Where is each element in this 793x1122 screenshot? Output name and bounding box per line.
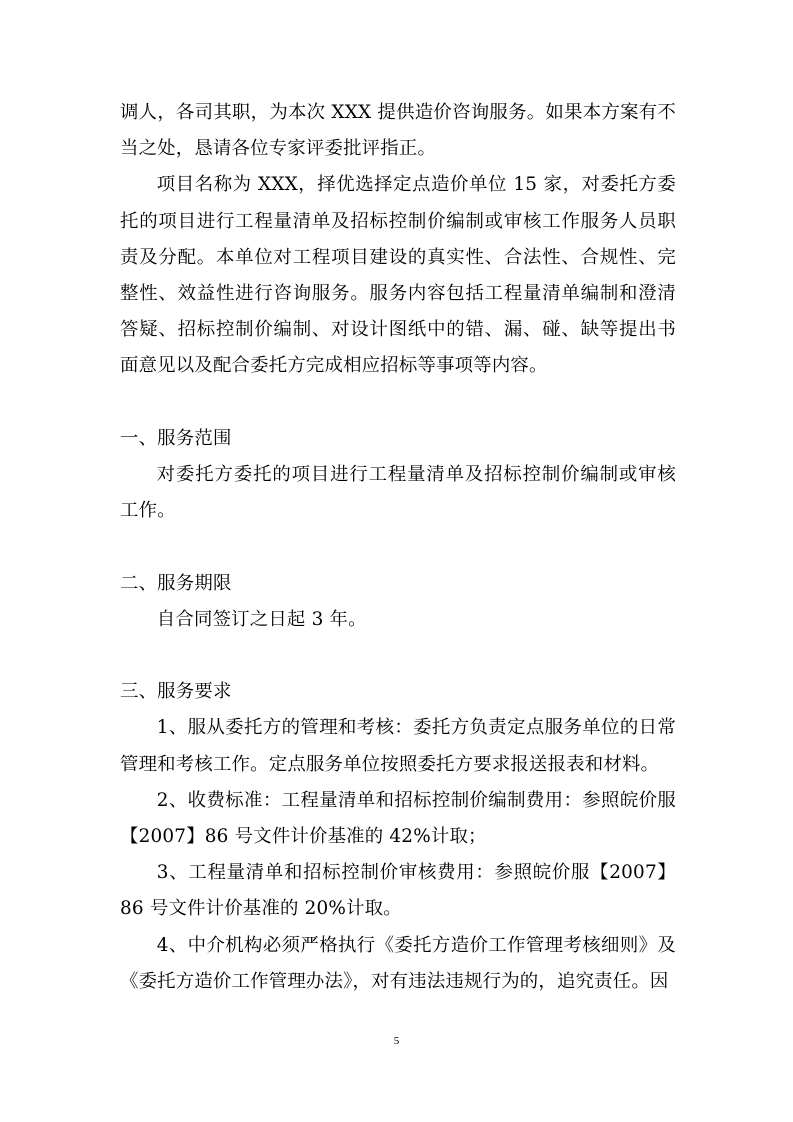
section-heading-service-period: 二、服务期限 bbox=[120, 572, 232, 594]
section-heading-service-scope: 一、服务范围 bbox=[120, 427, 232, 449]
requirement-item-fee-standard: 2、收费标准：工程量清单和招标控制价编制费用：参照皖价服【2007】86 号文件计价基准的 42%计取； bbox=[120, 789, 676, 848]
page-number: 5 bbox=[393, 1035, 400, 1047]
paragraph-project-overview: 项目名称为 XXX，择优选择定点造价单位 15 家，对委托方委托的项目进行工程量清单及招标控制价编制或审核工作服务人员职责及分配。本单位对工程项目建设的真实性、合法性、合规性、完整性、效益性进行咨询服务。服务内容包括工程量清单编制和澄清答疑、招标控制价编制、对设计图纸中的错、漏、碰、缺等提出书面意见以及配合委托方完成相应招标等事项等内容。 bbox=[120, 174, 676, 377]
requirement-item-management: 1、服从委托方的管理和考核：委托方负责定点服务单位的日常管理和考核工作。定点服务单位按照委托方要求报送报表和材料。 bbox=[120, 717, 676, 775]
paragraph-service-period: 自合同签订之日起 3 年。 bbox=[156, 608, 367, 630]
requirement-item-review-fee: 3、工程量清单和招标控制价审核费用：参照皖价服【2007】86 号文件计价基准的 20%计取。 bbox=[120, 862, 676, 920]
document-body bbox=[120, 95, 676, 1000]
section-heading-service-requirements: 三、服务要求 bbox=[120, 681, 232, 703]
paragraph-service-scope: 对委托方委托的项目进行工程量清单及招标控制价编制或审核工作。 bbox=[120, 464, 676, 522]
section-spacer bbox=[120, 529, 676, 565]
section-spacer bbox=[120, 638, 676, 674]
section-spacer bbox=[120, 385, 676, 421]
paragraph-continued-intro: 调人，各司其职，为本次 XXX 提供造价咨询服务。如果本方案有不当之处，恳请各位专家评委批评指正。 bbox=[120, 102, 676, 160]
requirement-item-compliance: 4、中介机构必须严格执行《委托方造价工作管理考核细则》及《委托方造价工作管理办法》，对有违法违规行为的，追究责任。因 bbox=[120, 934, 676, 992]
